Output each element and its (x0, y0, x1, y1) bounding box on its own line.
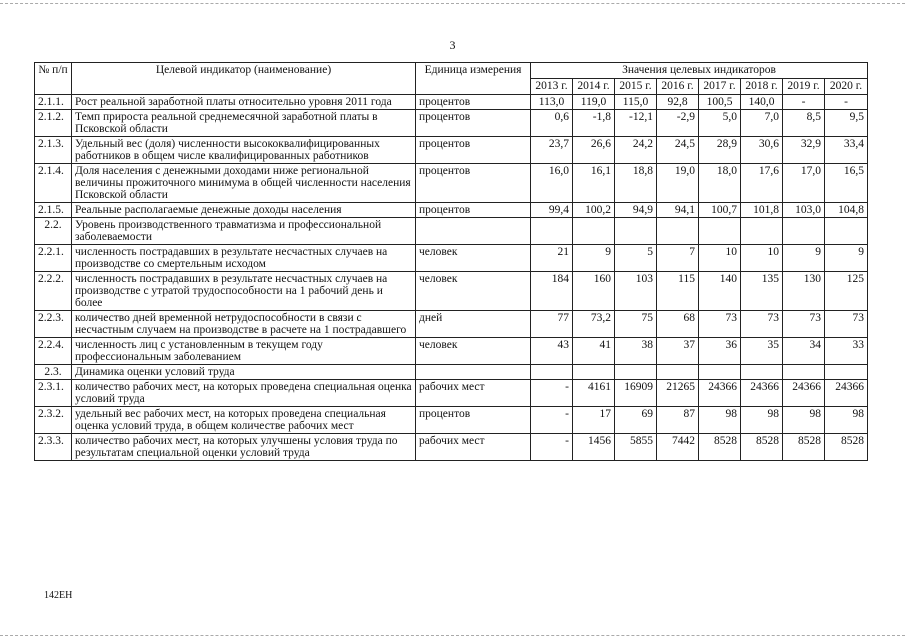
indicator-value: 73 (825, 311, 868, 338)
indicator-unit (416, 365, 531, 380)
indicator-value: 43 (531, 338, 573, 365)
indicator-value: 30,6 (741, 137, 783, 164)
indicator-name: количество дней временной нетрудоспособности в связи с несчастным случаем на производстве в расчете на 1 пострадавшего (72, 311, 416, 338)
indicator-name: численность лиц с установленным в текущем году профессиональным заболеванием (72, 338, 416, 365)
indicator-value: 35 (741, 338, 783, 365)
indicator-value: 26,6 (573, 137, 615, 164)
indicator-value: 41 (573, 338, 615, 365)
indicator-value: 33,4 (825, 137, 868, 164)
indicator-value: 24,5 (657, 137, 699, 164)
indicator-name: численность пострадавших в результате несчастных случаев на производстве с утратой трудоспособности на 1 рабочий день и более (72, 272, 416, 311)
indicator-value: 75 (615, 311, 657, 338)
indicator-value: 113,0 (531, 95, 573, 110)
header-year: 2013 г. (531, 79, 573, 95)
indicator-value: 8,5 (783, 110, 825, 137)
header-year: 2017 г. (699, 79, 741, 95)
indicator-value: 24366 (825, 380, 868, 407)
row-number: 2.3.2. (35, 407, 72, 434)
indicator-value: 5,0 (699, 110, 741, 137)
indicator-value (741, 218, 783, 245)
indicator-value: 135 (741, 272, 783, 311)
indicator-value (825, 365, 868, 380)
indicator-name: Рост реальной заработной платы относительно уровня 2011 года (72, 95, 416, 110)
indicator-value: 73,2 (573, 311, 615, 338)
indicator-value: 37 (657, 338, 699, 365)
indicator-value: 21265 (657, 380, 699, 407)
indicator-value: 24,2 (615, 137, 657, 164)
row-number: 2.2. (35, 218, 72, 245)
indicator-value: -2,9 (657, 110, 699, 137)
indicator-value: 17 (573, 407, 615, 434)
indicator-value: 8528 (741, 434, 783, 461)
indicator-value: 125 (825, 272, 868, 311)
indicator-value: 28,9 (699, 137, 741, 164)
indicator-value: 7 (657, 245, 699, 272)
row-number: 2.1.5. (35, 203, 72, 218)
indicator-value: 119,0 (573, 95, 615, 110)
indicator-value: 9 (783, 245, 825, 272)
indicator-value (783, 365, 825, 380)
indicator-name: Удельный вес (доля) численности высококвалифицированных работников в общем числе квалифицированных работников (72, 137, 416, 164)
indicator-value: 140,0 (741, 95, 783, 110)
indicator-value: 9,5 (825, 110, 868, 137)
section-row (35, 218, 868, 245)
table-row (35, 272, 868, 311)
indicator-value: 5855 (615, 434, 657, 461)
indicators-table (34, 62, 868, 461)
indicator-unit: дней (416, 311, 531, 338)
table-row (35, 203, 868, 218)
indicator-name: Темп прироста реальной среднемесячной заработной платы в Псковской области (72, 110, 416, 137)
indicator-value: - (531, 407, 573, 434)
indicator-unit: процентов (416, 110, 531, 137)
indicator-unit: процентов (416, 95, 531, 110)
indicator-value: 32,9 (783, 137, 825, 164)
row-number: 2.3.1. (35, 380, 72, 407)
indicator-value: 17,0 (783, 164, 825, 203)
row-number: 2.2.3. (35, 311, 72, 338)
indicator-name: количество рабочих мест, на которых проведена специальная оценка условий труда (72, 380, 416, 407)
indicator-value (573, 218, 615, 245)
indicator-name: Реальные располагаемые денежные доходы населения (72, 203, 416, 218)
indicator-value: 21 (531, 245, 573, 272)
indicator-value: 7442 (657, 434, 699, 461)
indicator-value: 8528 (783, 434, 825, 461)
indicator-value: 36 (699, 338, 741, 365)
indicator-value: 115,0 (615, 95, 657, 110)
indicator-name: удельный вес рабочих мест, на которых проведена специальная оценка условий труда, в общем количестве рабочих мест (72, 407, 416, 434)
row-number: 2.2.1. (35, 245, 72, 272)
header-year: 2020 г. (825, 79, 868, 95)
indicator-value: 92,8 (657, 95, 699, 110)
scan-top-edge (0, 3, 905, 4)
indicator-value: 19,0 (657, 164, 699, 203)
table-row (35, 245, 868, 272)
indicator-value: 8528 (699, 434, 741, 461)
indicator-value: 17,6 (741, 164, 783, 203)
indicator-value: 24366 (699, 380, 741, 407)
header-num: № п/п (35, 63, 72, 95)
indicator-unit: рабочих мест (416, 380, 531, 407)
indicator-value: 94,1 (657, 203, 699, 218)
indicator-unit: человек (416, 245, 531, 272)
indicator-value: - (783, 95, 825, 110)
indicator-value: 24366 (741, 380, 783, 407)
indicator-unit: человек (416, 272, 531, 311)
indicator-value: -12,1 (615, 110, 657, 137)
indicator-value: 99,4 (531, 203, 573, 218)
table-row (35, 311, 868, 338)
indicator-value: 33 (825, 338, 868, 365)
indicator-value: 9 (573, 245, 615, 272)
indicator-value: 77 (531, 311, 573, 338)
indicator-value: 38 (615, 338, 657, 365)
indicator-unit: процентов (416, 164, 531, 203)
table-row (35, 110, 868, 137)
indicator-value: 24366 (783, 380, 825, 407)
indicator-unit: процентов (416, 203, 531, 218)
indicator-value: 100,7 (699, 203, 741, 218)
header-year: 2018 г. (741, 79, 783, 95)
indicator-value: 140 (699, 272, 741, 311)
indicator-value (783, 218, 825, 245)
indicator-value: 16,1 (573, 164, 615, 203)
indicator-unit: процентов (416, 407, 531, 434)
page-number: 3 (449, 38, 456, 52)
indicator-value (615, 365, 657, 380)
row-number: 2.1.2. (35, 110, 72, 137)
indicator-value: 100,5 (699, 95, 741, 110)
indicator-value: 73 (783, 311, 825, 338)
indicator-value: 130 (783, 272, 825, 311)
table-row (35, 380, 868, 407)
indicator-value: 4161 (573, 380, 615, 407)
section-row (35, 365, 868, 380)
indicator-value: 115 (657, 272, 699, 311)
table-row (35, 434, 868, 461)
indicator-value: 101,8 (741, 203, 783, 218)
row-number: 2.2.2. (35, 272, 72, 311)
indicator-value (699, 218, 741, 245)
table-row (35, 338, 868, 365)
indicator-value: 73 (699, 311, 741, 338)
indicator-value: 73 (741, 311, 783, 338)
indicator-value (657, 365, 699, 380)
indicator-name: численность пострадавших в результате несчастных случаев на производстве со смертельным исходом (72, 245, 416, 272)
indicator-name: Доля населения с денежными доходами ниже региональной величины прожиточного минимума в общей численности населения Псковской области (72, 164, 416, 203)
indicator-value: 98 (741, 407, 783, 434)
row-number: 2.1.3. (35, 137, 72, 164)
header-year: 2015 г. (615, 79, 657, 95)
footer-code: 142ЕН (44, 590, 73, 601)
indicator-unit: человек (416, 338, 531, 365)
indicator-name: Уровень производственного травматизма и профессиональной заболеваемости (72, 218, 416, 245)
indicator-value: 9 (825, 245, 868, 272)
indicator-value: 0,6 (531, 110, 573, 137)
indicator-value: 160 (573, 272, 615, 311)
indicator-value: 10 (699, 245, 741, 272)
indicator-value: 184 (531, 272, 573, 311)
indicator-value: -1,8 (573, 110, 615, 137)
indicator-value (825, 218, 868, 245)
indicator-value (615, 218, 657, 245)
row-number: 2.3. (35, 365, 72, 380)
scan-bottom-edge (0, 635, 905, 636)
header-year: 2016 г. (657, 79, 699, 95)
indicator-value: 1456 (573, 434, 615, 461)
row-number: 2.2.4. (35, 338, 72, 365)
indicator-value: 94,9 (615, 203, 657, 218)
indicator-value: 98 (783, 407, 825, 434)
indicator-value (741, 365, 783, 380)
header-unit: Единица измерения (416, 63, 531, 95)
indicator-value: 18,0 (699, 164, 741, 203)
indicator-value: - (825, 95, 868, 110)
header-values: Значения целевых индикаторов (531, 63, 868, 79)
indicator-value: 69 (615, 407, 657, 434)
indicator-value: 100,2 (573, 203, 615, 218)
indicator-value (699, 365, 741, 380)
indicator-value: 10 (741, 245, 783, 272)
indicator-value: 87 (657, 407, 699, 434)
indicator-value: 5 (615, 245, 657, 272)
indicator-name: Динамика оценки условий труда (72, 365, 416, 380)
header-indicator: Целевой индикатор (наименование) (72, 63, 416, 95)
indicator-value: 98 (699, 407, 741, 434)
indicator-value (573, 365, 615, 380)
indicator-value (531, 365, 573, 380)
header-year: 2014 г. (573, 79, 615, 95)
indicator-value: 16909 (615, 380, 657, 407)
indicator-unit: рабочих мест (416, 434, 531, 461)
table-row (35, 95, 868, 110)
indicator-value: 34 (783, 338, 825, 365)
row-number: 2.1.4. (35, 164, 72, 203)
indicator-value: 7,0 (741, 110, 783, 137)
indicator-unit: процентов (416, 137, 531, 164)
indicator-value: 16,0 (531, 164, 573, 203)
indicator-value: 16,5 (825, 164, 868, 203)
indicator-value: - (531, 434, 573, 461)
indicator-value: 98 (825, 407, 868, 434)
indicator-value: 18,8 (615, 164, 657, 203)
indicator-value: 103 (615, 272, 657, 311)
table-row (35, 137, 868, 164)
indicator-value (531, 218, 573, 245)
indicator-value (657, 218, 699, 245)
table-row (35, 164, 868, 203)
row-number: 2.3.3. (35, 434, 72, 461)
indicator-value: 23,7 (531, 137, 573, 164)
indicator-value: 8528 (825, 434, 868, 461)
table-row (35, 407, 868, 434)
row-number: 2.1.1. (35, 95, 72, 110)
indicator-value: 68 (657, 311, 699, 338)
indicator-name: количество рабочих мест, на которых улучшены условия труда по результатам специальной оценки условий труда (72, 434, 416, 461)
indicator-value: 103,0 (783, 203, 825, 218)
indicator-unit (416, 218, 531, 245)
header-year: 2019 г. (783, 79, 825, 95)
indicator-value: - (531, 380, 573, 407)
indicator-value: 104,8 (825, 203, 868, 218)
